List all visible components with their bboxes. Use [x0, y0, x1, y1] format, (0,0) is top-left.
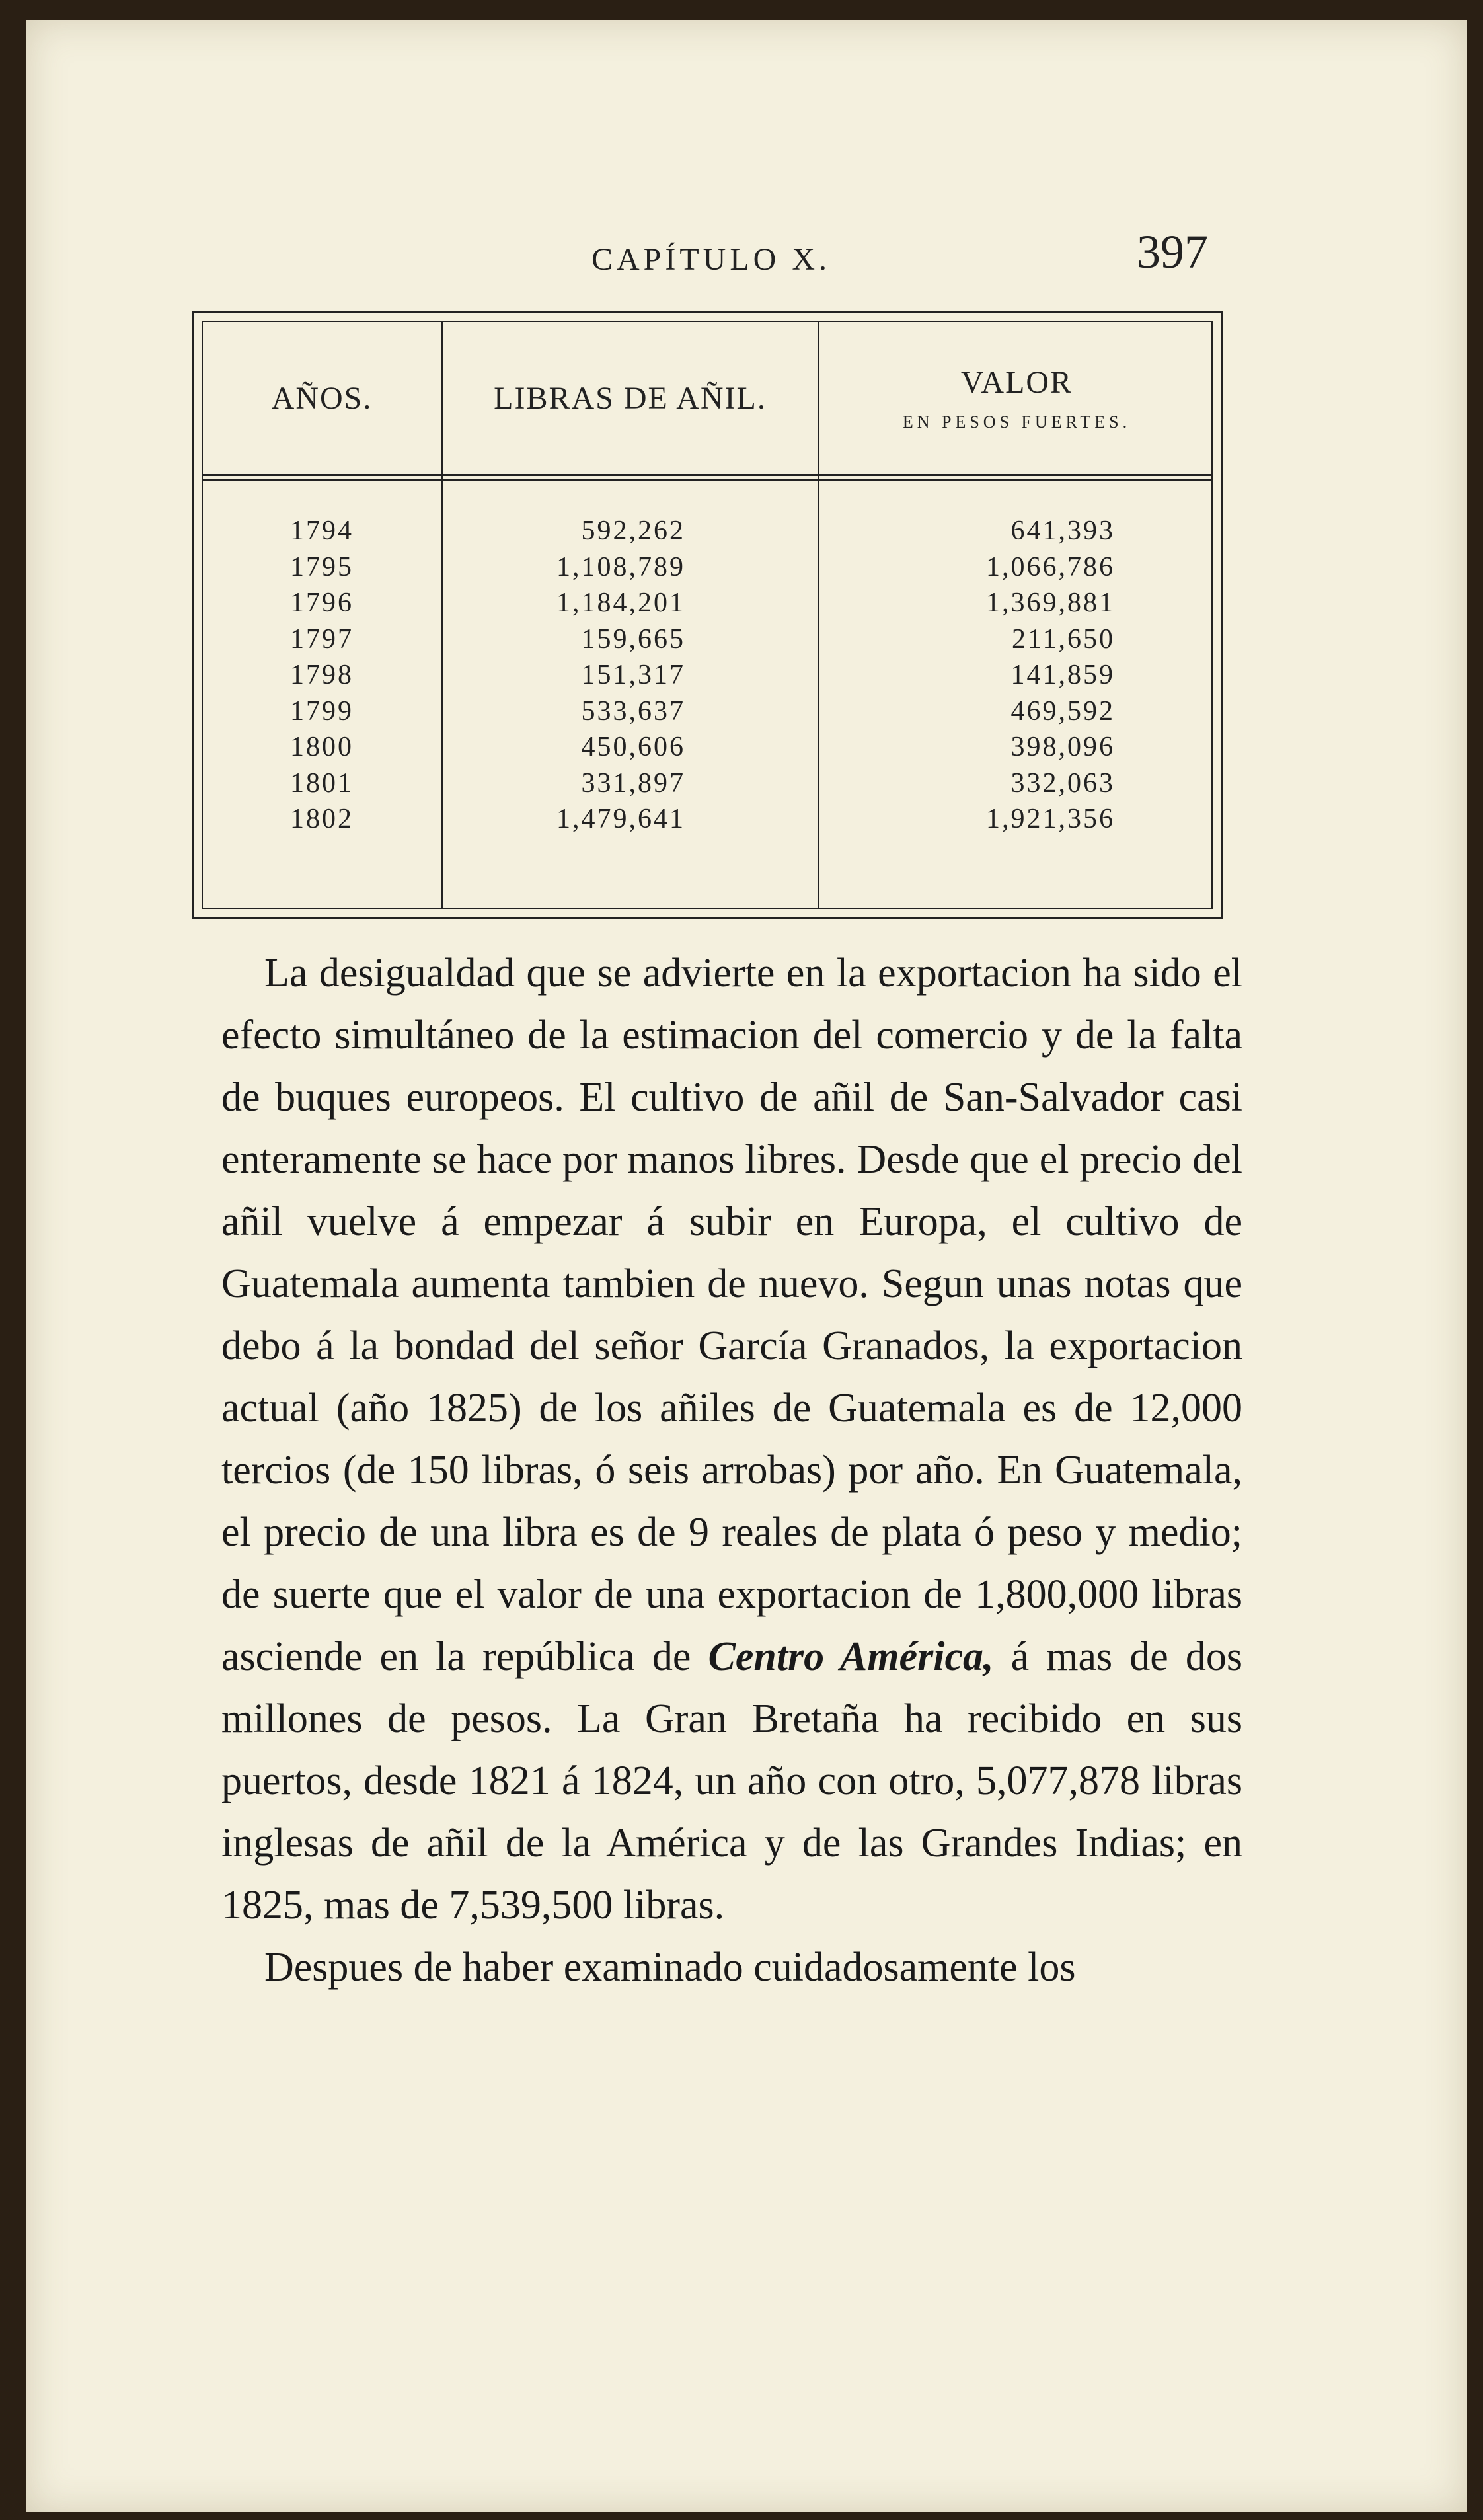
cell-pounds: 1,479,641: [556, 804, 685, 834]
header-value-sublabel: EN PESOS FUERTES.: [902, 412, 1131, 432]
header-rule: [203, 474, 1211, 476]
table-row: [203, 695, 1211, 732]
table-row: [203, 803, 1211, 840]
cell-value: 332,063: [1010, 768, 1115, 799]
header-years-label: AÑOS.: [271, 380, 373, 416]
place-name-emphasis: Centro América,: [708, 1634, 994, 1679]
cell-year: 1802: [290, 804, 354, 834]
cell-value: 469,592: [1010, 695, 1115, 727]
book-page: [26, 20, 1467, 2512]
cell-year: 1795: [290, 551, 354, 582]
cell-year: 1794: [290, 516, 354, 546]
running-title: CAPÍTULO X.: [591, 242, 831, 277]
cell-pounds: 592,262: [581, 516, 685, 546]
cell-year: 1800: [290, 732, 354, 762]
cell-value: 1,369,881: [986, 588, 1115, 618]
table-row: [203, 515, 1211, 551]
cell-value: 398,096: [1010, 732, 1115, 762]
cell-pounds: 331,897: [581, 768, 685, 799]
page-header: [26, 225, 1236, 304]
cell-pounds: 151,317: [581, 660, 685, 690]
table-row: [203, 551, 1211, 588]
paragraph-1: [221, 942, 1242, 1936]
cell-value: 641,393: [1010, 516, 1115, 546]
cell-year: 1801: [290, 768, 354, 799]
paragraph-2-text: Despues de haber examinado cuidadosamente los: [264, 1945, 1076, 1990]
cell-year: 1799: [290, 695, 354, 727]
body-text: [221, 942, 1242, 1998]
cell-pounds: 533,637: [581, 695, 685, 727]
cell-value: 1,066,786: [986, 551, 1115, 582]
paragraph-2: [221, 1936, 1242, 1998]
table-row: [203, 731, 1211, 768]
cell-pounds: 1,108,789: [556, 551, 685, 582]
cell-pounds: 450,606: [581, 732, 685, 762]
header-pounds-label: LIBRAS DE AÑIL.: [494, 380, 767, 416]
cell-value: 141,859: [1010, 660, 1115, 690]
paragraph-1-part-b: á mas de dos millones de pesos. La Gran Bretaña ha recibido en sus puertos, desde 1821 á 1824, un año con otro, 5,077,878 libras inglesas de añil de la América y de las Grandes Indias; en 1825, mas de 7,539,500 libras.: [221, 1634, 1242, 1928]
cell-value: 1,921,356: [986, 804, 1115, 834]
cell-year: 1798: [290, 660, 354, 690]
cell-value: 211,650: [1012, 623, 1115, 654]
header-value: [819, 322, 1214, 474]
cell-year: 1796: [290, 588, 354, 618]
header-pounds: [443, 322, 818, 474]
header-years: [203, 322, 441, 474]
indigo-export-table: [192, 311, 1223, 919]
table-row: [203, 587, 1211, 623]
cell-pounds: 1,184,201: [556, 588, 685, 618]
cell-pounds: 159,665: [581, 623, 685, 654]
cell-year: 1797: [290, 623, 354, 654]
table-row: [203, 623, 1211, 660]
paragraph-1-part-a: La desigualdad que se advierte en la exportacion ha sido el efecto simultáneo de la estimacion del comercio y de la falta de buques europeos. El cultivo de añil de San-Salvador casi enteramente se hace por manos libres. Desde que el precio del añil vuelve á empezar á subir en Europa, el cultivo de Guatemala aumenta tambien de nuevo. Segun unas notas que debo á la bondad del señor García Granados, la exportacion actual (año 1825) de los añiles de Guatemala es de 12,000 tercios (de 150 libras, ó seis arrobas) por año. En Guatemala, el precio de una libra es de 9 reales de plata ó peso y medio; de suerte que el valor de una exportacion de 1,800,000 libras asciende en la república de: [221, 951, 1242, 1679]
table-body: [203, 515, 1211, 840]
table-row: [203, 768, 1211, 804]
table-inner-frame: [202, 321, 1213, 909]
header-rule-double: [203, 479, 1211, 481]
header-value-label: VALOR: [960, 364, 1073, 400]
page-number: 397: [1137, 225, 1208, 278]
table-row: [203, 659, 1211, 695]
